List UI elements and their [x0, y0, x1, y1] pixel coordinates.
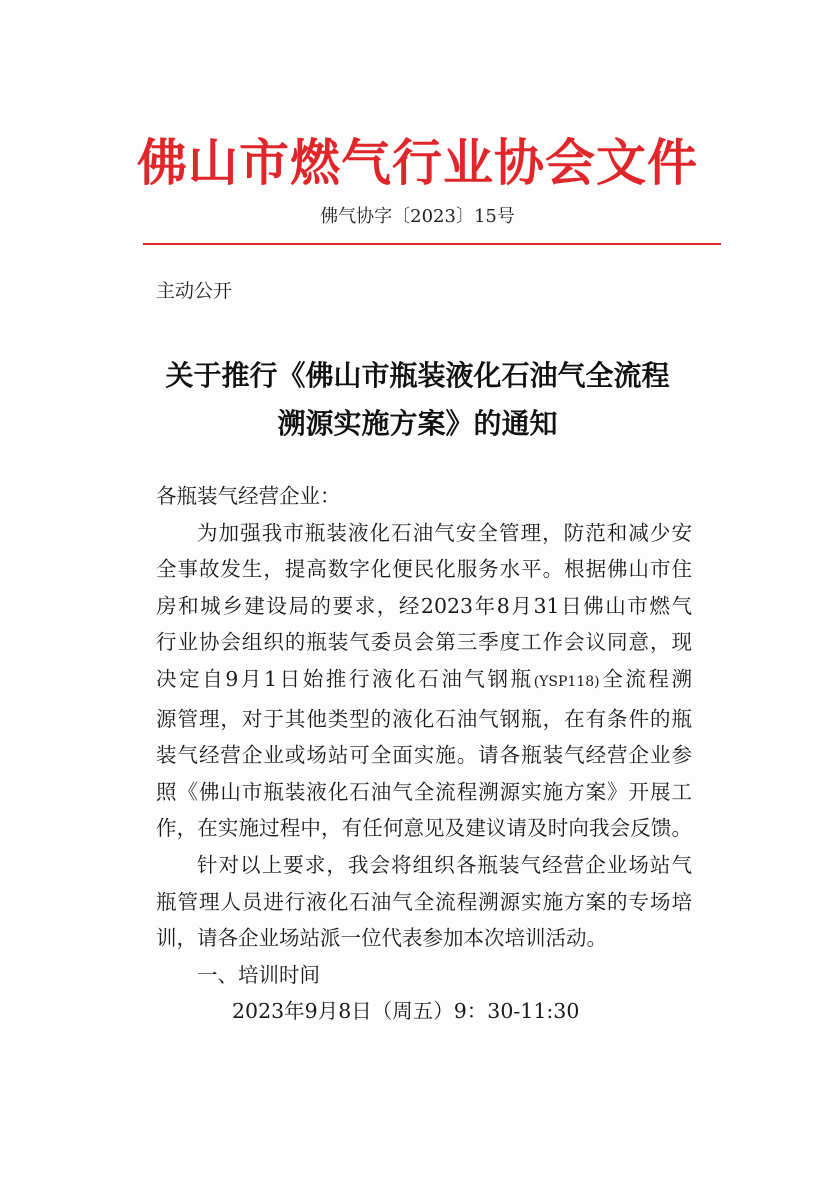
cylinder-model: (YSP118)	[533, 673, 600, 690]
notice-title-line-1: 关于推行《佛山市瓶装液化石油气全流程	[165, 359, 670, 392]
notice-title	[0, 352, 835, 448]
body-line: 照《佛山市瓶装液化石油气全流程溯源实施方案》开展工	[156, 779, 692, 804]
red-divider-line	[143, 243, 721, 245]
body-line: 源管理，对于其他类型的液化石油气钢瓶，在有条件的瓶	[156, 706, 692, 731]
salutation: 各瓶装气经营企业：	[156, 484, 341, 508]
section-heading: 一、培训时间	[197, 962, 320, 987]
notice-body	[156, 478, 692, 1030]
body-line	[156, 661, 692, 701]
body-line: 作，在实施过程中，有任何意见及建议请及时向我会反馈。	[156, 816, 692, 841]
body-line-part: 决定自9月1日始推行液化石油气钢瓶	[156, 666, 534, 691]
training-date: 2023年9月8日（周五）9：30-11:30	[232, 999, 580, 1024]
body-line: 全事故发生，提高数字化便民化服务水平。根据佛山市住	[156, 557, 692, 582]
body-line: 训，请各企业场站派一位代表参加本次培训活动。	[156, 926, 607, 951]
body-line-part: 全流程溯	[599, 666, 693, 691]
body-line: 装气经营企业或场站可全面实施。请各瓶装气经营企业参	[156, 743, 692, 768]
body-line: 为加强我市瓶装液化石油气安全管理，防范和减少安	[197, 520, 692, 545]
publicity-label: 主动公开	[156, 280, 233, 302]
body-line: 房和城乡建设局的要求，经2023年8月31日佛山市燃气	[156, 593, 692, 618]
body-line: 瓶管理人员进行液化石油气全流程溯源实施方案的专场培	[156, 889, 692, 914]
document-number: 佛气协字〔2023〕15号	[320, 206, 515, 227]
body-line: 针对以上要求，我会将组织各瓶装气经营企业场站气	[197, 852, 692, 877]
org-document-title: 佛山市燃气行业协会文件	[137, 133, 698, 192]
notice-title-line-2: 溯源实施方案》的通知	[277, 407, 558, 440]
body-line: 行业协会组织的瓶装气委员会第三季度工作会议同意，现	[156, 630, 692, 655]
